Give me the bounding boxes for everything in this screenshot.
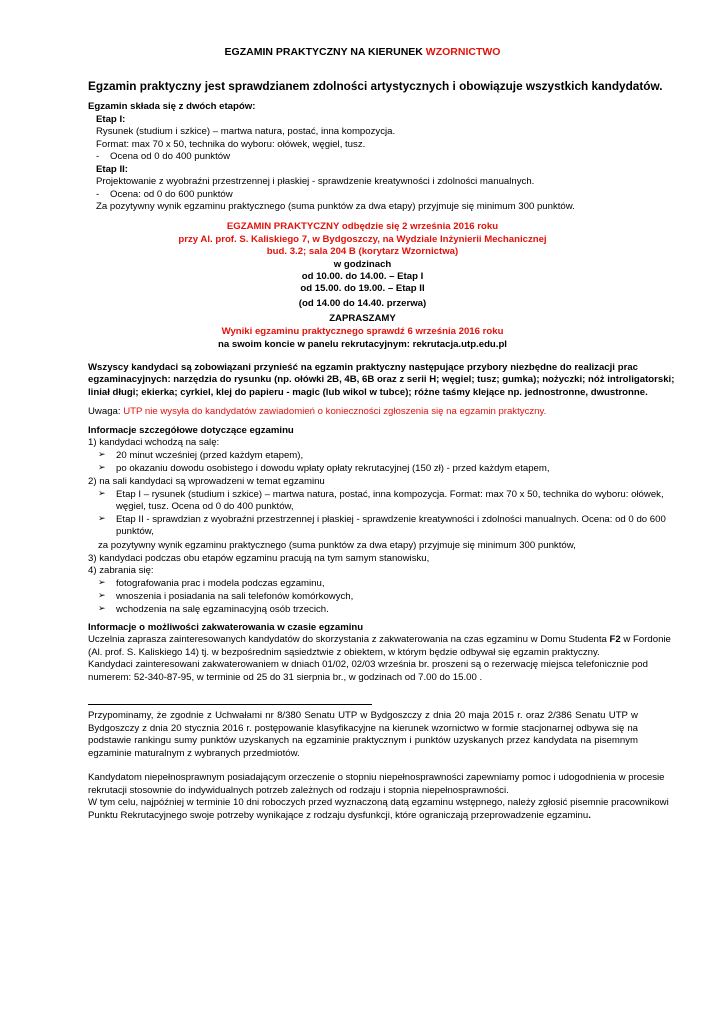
title-prefix: EGZAMIN PRAKTYCZNY NA KIERUNEK	[224, 46, 423, 58]
invitation: ZAPRASZAMY	[329, 313, 396, 324]
stage2-dash: -	[96, 189, 100, 200]
schedule-stage2-time: od 15.00. do 19.00. – Etap II	[300, 283, 425, 294]
stage1-desc: Rysunek (studium i szkice) – martwa natura, postać, inna kompozycja.	[96, 126, 396, 137]
arrow-bullet-icon: ➢	[98, 462, 106, 472]
arrow-bullet-icon: ➢	[98, 513, 106, 523]
details-point-2a-cont: węgiel, tusz. Ocena od 0 do 400 punktów,	[116, 501, 294, 512]
stage1-format: Format: max 70 x 50, technika do wyboru: ołówek, węgiel, tusz.	[96, 139, 366, 150]
details-point-3: 3) kandydaci podczas obu etapów egzaminu pracują na tym samym stanowisku,	[88, 553, 430, 564]
schedule-hours-label: w godzinach	[333, 259, 392, 270]
tools-line-1: Wszyscy kandydaci są zobowiązani przynieść na egzamin praktyczny następujące przybory niezbędne do realizacji prac	[88, 362, 638, 373]
pass-threshold: Za pozytywny wynik egzaminu praktycznego (suma punktów za dwa etapy) przyjmuje się minimum 300 punktów.	[96, 201, 575, 212]
footnote-line-3: podstawie rankingu sumy punktów uzyskanych na egzaminie praktycznym i punktów uzyskanych przez kandydata na pisemnym	[88, 735, 638, 746]
title-highlight: WZORNICTWO	[425, 46, 501, 58]
tools-line-3: liniał długi; ekierka; cyrkiel, klej do papieru - magic (lub wikol w tubce); różne taśmy klejące np. jednostronne, dwustronne.	[88, 387, 648, 398]
accommodation-line-1	[88, 634, 671, 646]
disability-line-3: W tym celu, najpóźniej w terminie 10 dni roboczych przed wyznaczoną datą egzaminu wstępnego, należy zgłosić pisemnie pracownikowi	[88, 797, 669, 808]
footnote-line-4: egzaminie maturalnym z wybranych przedmiotów.	[88, 748, 300, 759]
details-point-4: 4) zabrania się:	[88, 565, 154, 576]
schedule-address: przy Al. prof. S. Kaliskiego 7, w Bydgoszczy, na Wydziale Inżynierii Mechanicznej	[178, 234, 547, 245]
stages-heading: Egzamin składa się z dwóch etapów:	[88, 101, 256, 112]
accommodation-line-2: (Al. prof. S. Kaliskiego 14) tj. w bezpośrednim sąsiedztwie z obiektem, w którym będzie odbywał się egzamin praktyczny.	[88, 647, 600, 658]
details-point-2c: za pozytywny wynik egzaminu praktycznego (suma punktów za dwa etapy) przyjmuje się minimum 300 punktów,	[98, 540, 576, 551]
note	[88, 406, 546, 418]
disability-line-2: rekrutacji stosownie do indywidualnych potrzeb zależnych od rodzaju i stopnia niepełnosprawności.	[88, 785, 509, 796]
details-point-1a: 20 minut wcześniej (przed każdym etapem),	[116, 450, 304, 461]
tools-line-2: egzaminacyjnych: narzędzia do rysunku (np. ołówki 2B, 4B, 6B oraz z serii H; węgiel; tusz; gumka); nożyczki; nóż introligatorski;	[88, 374, 675, 385]
stage2-score: Ocena: od 0 do 600 punktów	[110, 189, 233, 200]
accommodation-line-1-end: w Fordonie	[623, 634, 671, 645]
details-point-4b: wnoszenia i posiadania na sali telefonów komórkowych,	[116, 591, 354, 602]
arrow-bullet-icon: ➢	[98, 488, 106, 498]
details-heading: Informacje szczegółowe dotyczące egzaminu	[88, 425, 294, 436]
details-point-4a: fotografowania prac i modela podczas egzaminu,	[116, 578, 325, 589]
details-point-2b: Etap II - sprawdzian z wyobraźni przestrzennej i płaskiej - sprawdzenie kreatywności i zdolności manualnych. Ocena: od 0 do 600	[116, 514, 666, 525]
results-account: na swoim koncie w panelu rekrutacyjnym: rekrutacja.utp.edu.pl	[218, 339, 507, 350]
footnote-line-1: Przypominamy, że zgodnie z Uchwałami nr 8/380 Senatu UTP w Bydgoszczy z dnia 20 maja 2015 r. oraz 2/386 Senatu UTP w	[88, 710, 638, 721]
footnote-line-2: Bydgoszczy z dnia 20 stycznia 2016 r. postępowanie klasyfikacyjne na kierunek wzornictwo w formie stacjonarnej odbywa się na	[88, 723, 638, 734]
disability-line-4	[88, 810, 591, 822]
arrow-bullet-icon: ➢	[98, 577, 106, 587]
accommodation-line-3: Kandydaci zainteresowani zakwaterowaniem w dniach 01/02, 02/03 września br. proszeni są o rezerwację miejsca telefonicznie pod	[88, 659, 648, 670]
schedule-date: EGZAMIN PRAKTYCZNY odbędzie się 2 września 2016 roku	[226, 221, 499, 232]
stage2-desc: Projektowanie z wyobraźni przestrzennej i płaskiej - sprawdzenie kreatywności i zdolności manualnych.	[96, 176, 535, 187]
arrow-bullet-icon: ➢	[98, 603, 106, 613]
results-date: Wyniki egzaminu praktycznego sprawdź 6 września 2016 roku	[221, 326, 504, 337]
schedule-room: bud. 3.2; sala 204 B (korytarz Wzornictwa)	[266, 246, 459, 257]
details-point-4c: wchodzenia na salę egzaminacyjną osób trzecich.	[116, 604, 329, 615]
accommodation-heading: Informacje o możliwości zakwaterowania w czasie egzaminu	[88, 622, 364, 633]
disability-line-4-period: .	[588, 810, 591, 821]
stage1-score: Ocena od 0 do 400 punktów	[110, 151, 231, 162]
schedule-stage1-time: od 10.00. do 14.00. – Etap I	[301, 271, 424, 282]
schedule-break: (od 14.00 do 14.40. przerwa)	[298, 298, 427, 309]
stage2-label: Etap II:	[96, 164, 128, 175]
accommodation-line-4: numerem: 52-340-87-95, w terminie od 25 do 31 sierpnia br., w godzinach od 7.00 do 15.00 .	[88, 672, 483, 683]
arrow-bullet-icon: ➢	[98, 590, 106, 600]
details-point-1b: po okazaniu dowodu osobistego i dowodu wpłaty opłaty rekrutacyjnej (150 zł) - przed każdym etapem,	[116, 463, 550, 474]
dormitory-name: F2	[609, 634, 621, 645]
disability-line-1: Kandydatom niepełnosprawnym posiadającym orzeczenie o stopniu niepełnosprawności zapewniamy pomoc i udogodnienia w procesie	[88, 772, 665, 783]
accommodation-line-1-text: Uczelnia zaprasza zainteresowanych kandydatów do skorzystania z zakwaterowania na czas egzaminu w Domu Studenta	[88, 634, 607, 645]
details-point-1: 1) kandydaci wchodzą na salę:	[88, 437, 220, 448]
stage1-label: Etap I:	[96, 114, 126, 125]
page-title	[0, 46, 725, 58]
disability-line-4-text: Punktu Rekrutacyjnego swoje potrzeby wynikające z rodzaju dysfunkcji, które ograniczają przeprowadzenie egzaminu	[88, 810, 589, 821]
arrow-bullet-icon: ➢	[98, 449, 106, 459]
footnote-separator	[88, 704, 372, 705]
note-text: UTP nie wysyła do kandydatów zawiadomień o konieczności zgłoszenia się na egzamin praktyczny.	[123, 406, 547, 417]
stage1-dash: -	[96, 151, 100, 162]
note-label: Uwaga:	[88, 406, 121, 417]
intro-text: Egzamin praktyczny jest sprawdzianem zdolności artystycznych i obowiązuje wszystkich kandydatów.	[88, 79, 663, 93]
details-point-2a: Etap I – rysunek (studium i szkice) – martwa natura, postać, inna kompozycja. Format: max 70 x 50, technika do wyboru: ołówek,	[116, 489, 664, 500]
details-point-2: 2) na sali kandydaci są wprowadzeni w temat egzaminu	[88, 476, 325, 487]
details-point-2b-cont: punktów,	[116, 526, 154, 537]
